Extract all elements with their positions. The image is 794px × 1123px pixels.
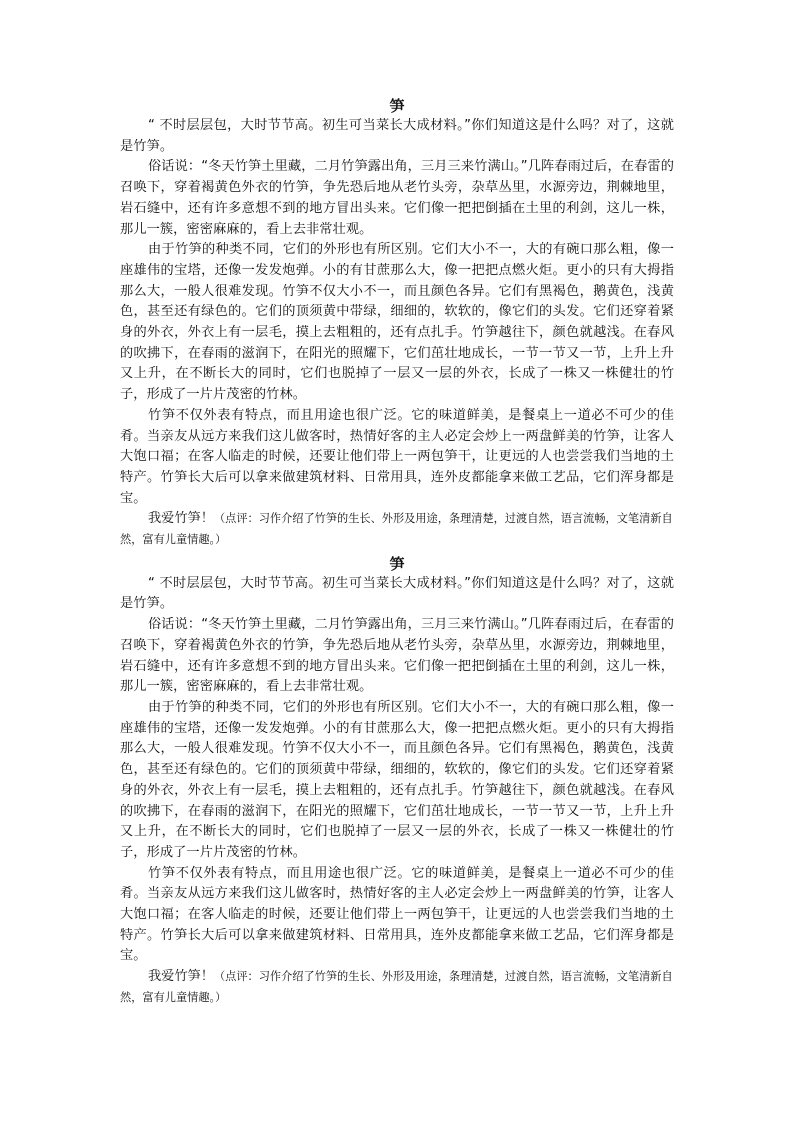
paragraph-intro: “ 不时层层包，大时节节高。初生可当菜长大成材料。”你们知道这是什么吗？对了，这就是竹笋。 [120, 575, 674, 612]
closing-line [120, 509, 674, 550]
essay-title: 笋 [389, 554, 405, 573]
document-page [120, 96, 674, 1009]
teacher-comment: （点评：习作介绍了竹笋的生长、外形及用途，条理清楚，过渡自然，语言流畅，文笔清新自然，富有儿童情趣。） [120, 512, 673, 547]
paragraph-growth: 俗话说：“冬天竹笋土里藏，二月竹笋露出角，三月三来竹满山。”几阵春雨过后，在春雷的召唤下，穿着褐黄色外衣的竹笋，争先恐后地从老竹头旁，杂草丛里，水源旁边，荆棘地里，岩石缝中，还有许多意想不到的地方冒出头来。它们像一把把倒插在土里的利剑，这儿一株，那儿一簇，密密麻麻的，看上去非常壮观。 [120, 159, 674, 237]
essay-section-1 [120, 96, 674, 551]
closing-text: 我爱竹笋！ [148, 511, 214, 527]
teacher-comment: （点评：习作介绍了竹笋的生长、外形及用途，条理清楚，过渡自然，语言流畅，文笔清新自然，富有儿童情趣。） [120, 970, 673, 1004]
paragraph-uses: 竹笋不仅外表有特点，而且用途也很广泛。它的味道鲜美，是餐桌上一道必不可少的佳肴。当亲友从远方来我们这儿做客时，热情好客的主人必定会炒上一两盘鲜美的竹笋，让客人大饱口福；在客人临走的时候，还要让他们带上一两包笋干，让更远的人也尝尝我们当地的土特产。竹笋长大后可以拿来做建筑材料、日常用具，连外皮都能拿来做工艺品，它们浑身都是宝。 [120, 407, 674, 506]
paragraph-appearance: 由于竹笋的种类不同，它们的外形也有所区别。它们大小不一，大的有碗口那么粗，像一座雄伟的宝塔，还像一发发炮弹。小的有甘蔗那么大，像一把把点燃火炬。更小的只有大拇指那么大，一般人很难发现。竹笋不仅大小不一，而且颜色各异。它们有黑褐色，鹅黄色，浅黄色，甚至还有绿色的。它们的顶须黄中带绿，细细的，软软的，像它们的头发。它们还穿着紧身的外衣，外衣上有一层毛，摸上去粗粗的，还有点扎手。竹笋越往下，颜色就越浅。在春风的吹拂下，在春雨的滋润下，在阳光的照耀下，它们茁壮地成长，一节一节又一节，上升上升又上升，在不断长大的同时，它们也脱掉了一层又一层的外衣，长成了一株又一株健壮的竹子，形成了一片片茂密的竹林。 [120, 242, 674, 403]
closing-text: 我爱竹笋！ [148, 969, 214, 985]
closing-line [120, 967, 674, 1008]
essay-section-2 [120, 554, 674, 1009]
paragraph-uses: 竹笋不仅外表有特点，而且用途也很广泛。它的味道鲜美，是餐桌上一道必不可少的佳肴。当亲友从远方来我们这儿做客时，热情好客的主人必定会炒上一两盘鲜美的竹笋，让客人大饱口福；在客人临走的时候，还要让他们带上一两包笋干，让更远的人也尝尝我们当地的土特产。竹笋长大后可以拿来做建筑材料、日常用具，连外皮都能拿来做工艺品，它们浑身都是宝。 [120, 865, 674, 964]
essay-title: 笋 [389, 97, 405, 115]
paragraph-growth: 俗话说：“冬天竹笋土里藏，二月竹笋露出角，三月三来竹满山。”几阵春雨过后，在春雷的召唤下，穿着褐黄色外衣的竹笋，争先恐后地从老竹头旁，杂草丛里，水源旁边，荆棘地里，岩石缝中，还有许多意想不到的地方冒出头来。它们像一把把倒插在土里的利剑，这儿一株，那儿一簇，密密麻麻的，看上去非常壮观。 [120, 617, 674, 695]
paragraph-intro: “ 不时层层包，大时节节高。初生可当菜长大成材料。”你们知道这是什么吗？对了，这就是竹笋。 [120, 118, 674, 154]
paragraph-appearance: 由于竹笋的种类不同，它们的外形也有所区别。它们大小不一，大的有碗口那么粗，像一座雄伟的宝塔，还像一发发炮弹。小的有甘蔗那么大，像一把把点燃火炬。更小的只有大拇指那么大，一般人很难发现。竹笋不仅大小不一，而且颜色各异。它们有黑褐色，鹅黄色，浅黄色，甚至还有绿色的。它们的顶须黄中带绿，细细的，软软的，像它们的头发。它们还穿着紧身的外衣，外衣上有一层毛，摸上去粗粗的，还有点扎手。竹笋越往下，颜色就越浅。在春风的吹拂下，在春雨的滋润下，在阳光的照耀下，它们茁壮地成长，一节一节又一节，上升上升又上升，在不断长大的同时，它们也脱掉了一层又一层的外衣，长成了一株又一株健壮的竹子，形成了一片片茂密的竹林。 [120, 699, 674, 860]
